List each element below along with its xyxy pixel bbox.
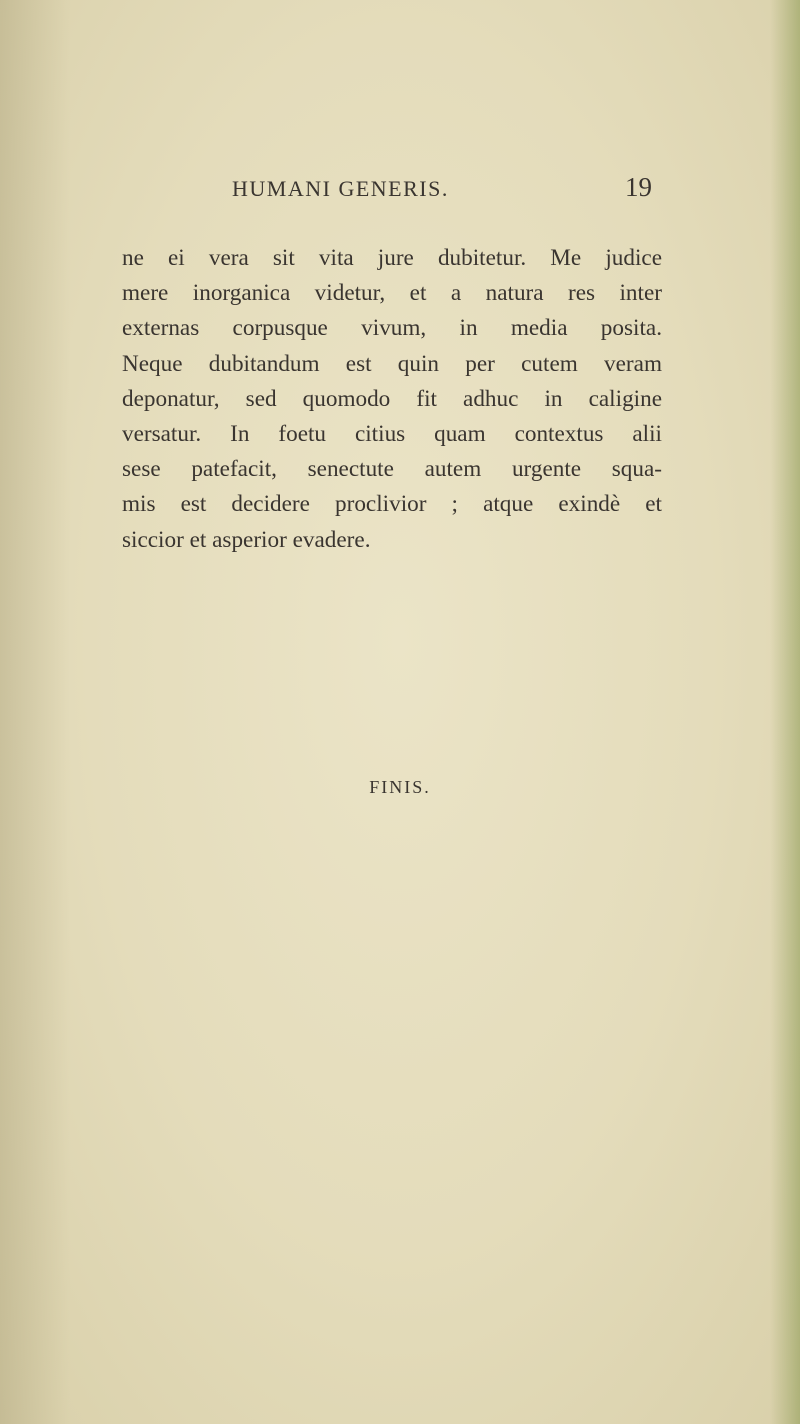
- text-line: versatur. In foetu citius quam contextus alii: [122, 421, 662, 448]
- body-text: [122, 241, 662, 558]
- page-number: 19: [625, 172, 652, 202]
- page-shadow-left: [0, 0, 70, 1424]
- page-header: [232, 172, 652, 212]
- finis-label: FINIS.: [369, 777, 431, 797]
- text-line: siccior et asperior evadere.: [122, 526, 371, 553]
- text-line: Neque dubitandum est quin per cutem veram: [122, 350, 662, 377]
- text-line: mere inorganica videtur, et a natura res inter: [122, 280, 662, 307]
- page-edge-right: [770, 0, 800, 1424]
- text-line: mis est decidere proclivior ; atque exindè et: [122, 491, 662, 518]
- text-line: sese patefacit, senectute autem urgente squa-: [122, 456, 662, 483]
- text-line: externas corpusque vivum, in media posita.: [122, 315, 662, 342]
- text-line: deponatur, sed quomodo fit adhuc in caligine: [122, 385, 662, 412]
- running-title: HUMANI GENERIS.: [232, 176, 449, 201]
- text-line: ne ei vera sit vita jure dubitetur. Me judice: [122, 245, 662, 271]
